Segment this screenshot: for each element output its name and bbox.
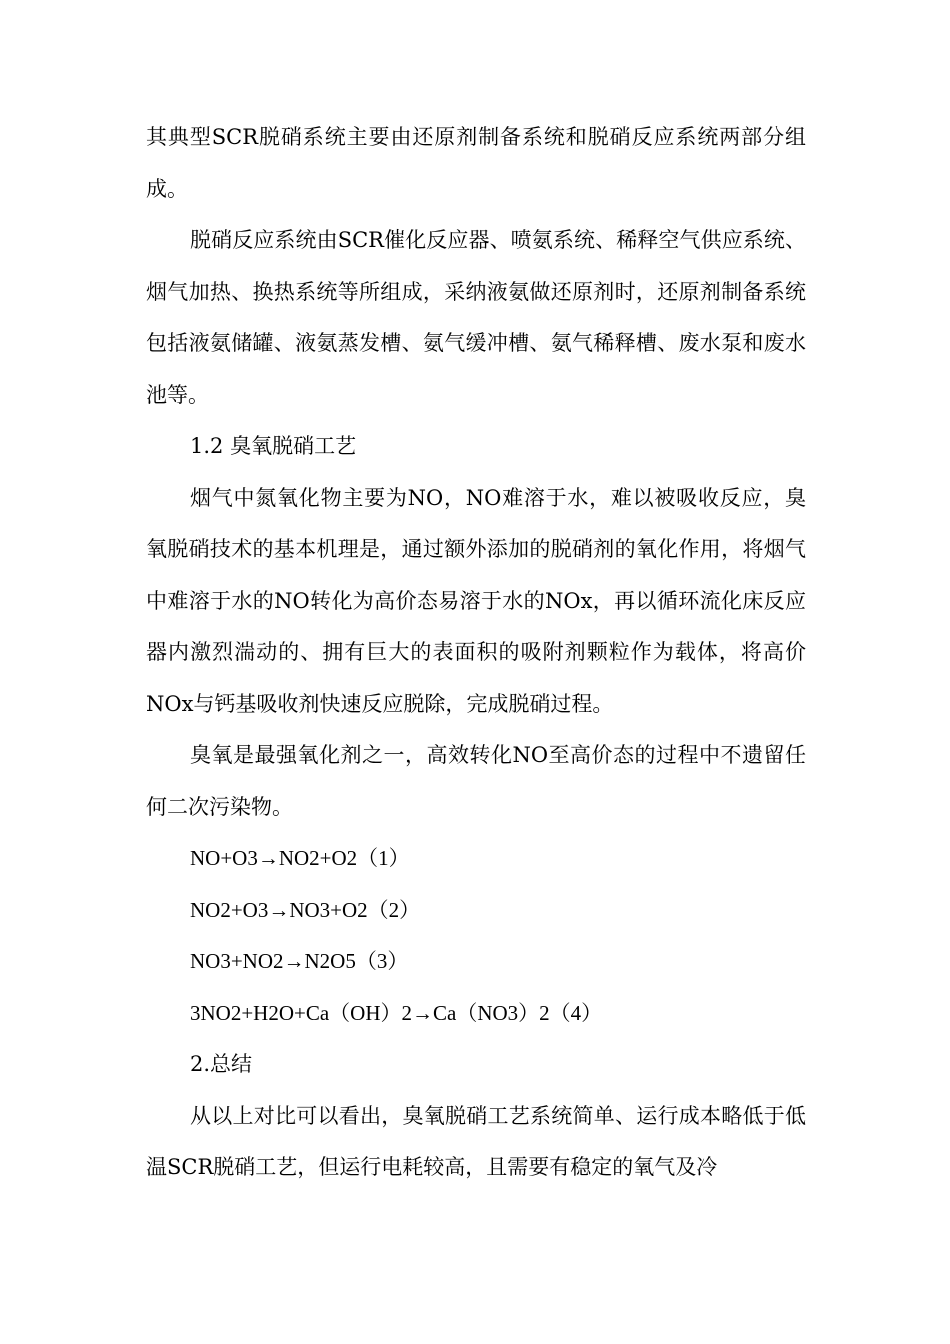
section-heading-summary: 2.总结 [190,1052,253,1076]
formula-2: NO2+O3→NO3+O2（2） [190,897,421,922]
paragraph-ozone-mechanism: 烟气中氮氧化物主要为NO，NO难溶于水，难以被吸收反应，臭氧脱硝技术的基本机理是，通过额外添加的脱硝剂的氧化作用，将烟气中难溶于水的NO转化为高价态易溶于水的NOx，再以循环流化床反应器内激烈湍动的、拥有巨大的表面积的吸附剂颗粒作为载体，将高价NOx与钙基吸收剂快速反应脱除，完成脱硝过程。 [146,485,806,716]
formula-1: NO+O3→NO2+O2（1） [190,846,410,870]
subsection-heading-ozone-process: 1.2 臭氧脱硝工艺 [190,434,357,458]
paragraph-conclusion: 从以上对比可以看出，臭氧脱硝工艺系统简单、运行成本略低于低温SCR脱硝工艺，但运行电耗较高，且需要有稳定的氧气及冷 [146,1103,806,1179]
paragraph-ozone-oxidant: 臭氧是最强氧化剂之一，高效转化NO至高价态的过程中不遗留任何二次污染物。 [146,743,806,819]
document-body [146,112,806,1194]
formula-4: 3NO2+H2O+Ca（OH）2→Ca（NO3）2（4） [190,1000,603,1025]
formula-3: NO3+NO2→N2O5（3） [190,949,409,973]
paragraph-denitration-reaction-system: 脱硝反应系统由SCR催化反应器、喷氨系统、稀释空气供应系统、烟气加热、换热系统等所组成，采纳液氨做还原剂时，还原剂制备系统包括液氨储罐、液氨蒸发槽、氨气缓冲槽、氨气稀释槽、废水泵和废水池等。 [146,228,806,407]
paragraph-scr-system-intro: 其典型SCR脱硝系统主要由还原剂制备系统和脱硝反应系统两部分组成。 [146,125,806,201]
